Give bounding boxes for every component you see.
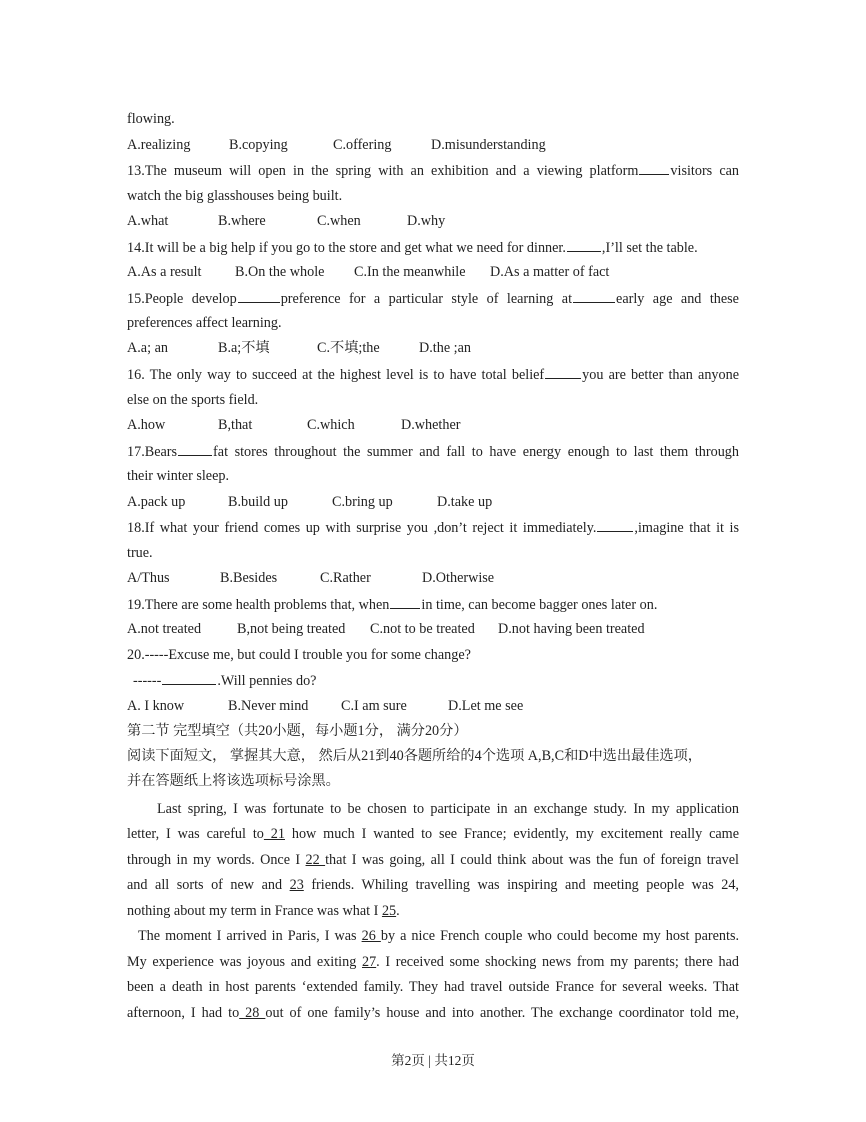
passage-line: been a death in host parents ‘extended family. They had travel outside France for several weeks. That <box>127 979 739 995</box>
answer-blank <box>162 671 216 685</box>
answer-blank <box>567 238 601 252</box>
answer-blank <box>390 595 420 609</box>
q16-option-a: A.how <box>127 417 166 433</box>
passage-line: nothing about my term in France was what I 25. <box>127 903 400 919</box>
q19-option-c: C.not to be treated <box>370 621 475 637</box>
q15-stem-line1: 15.People develop preference for a particular style of learning at early age and these <box>127 291 739 307</box>
q17-options <box>127 493 739 511</box>
q16-stem-line1: 16. The only way to succeed at the highest level is to have total belief you are better than anyone <box>127 367 739 383</box>
q12-option-d: D.misunderstanding <box>431 137 546 153</box>
q13-option-b: B.where <box>218 213 266 229</box>
answer-blank <box>178 442 212 456</box>
q19-option-b: B,not being treated <box>237 621 346 637</box>
q18-option-c: C.Rather <box>320 570 371 586</box>
q13-option-c: C.when <box>317 213 361 229</box>
q17-option-c: C.bring up <box>332 494 393 510</box>
section-instructions-line1: 阅读下面短文， 掌握其大意， 然后从21到40各题所给的4个选项 A,B,C和D中选出最佳选项， <box>127 748 702 764</box>
q16-option-b: B,that <box>218 417 253 433</box>
q15-option-a: A.a; an <box>127 340 168 356</box>
answer-blank <box>545 365 581 379</box>
passage-line: afternoon, I had to 28 out of one family’s house and into another. The exchange coordinator told me, <box>127 1005 740 1021</box>
q12-option-b: B.copying <box>229 137 288 153</box>
q15-options <box>127 339 739 357</box>
blank-number-28: 28 <box>239 1005 266 1021</box>
q18-option-a: A/Thus <box>127 570 170 586</box>
passage-line: My experience was joyous and exiting 27. I received some shocking news from my parents; there had <box>127 954 740 970</box>
q14-options <box>127 263 739 281</box>
q13-stem-line1: 13.The museum will open in the spring with an exhibition and a viewing platform visitors can <box>127 163 740 179</box>
q18-stem-line1: 18.If what your friend comes up with surprise you ,don’t reject it immediately. ,imagine that it is <box>127 520 739 536</box>
q13-stem-line2: watch the big glasshouses being built. <box>127 188 343 204</box>
q16-option-c: C.which <box>307 417 355 433</box>
answer-blank <box>597 518 633 532</box>
q15-option-b: B.a;不填 <box>218 340 270 356</box>
section-instructions-line2: 并在答题纸上将该选项标号涂黑。 <box>127 773 340 789</box>
passage-line: The moment I arrived in Paris, I was 26 by a nice French couple who could become my host parents. <box>138 928 740 944</box>
passage-line: through in my words. Once I 22 that I was going, all I could think about was the fun of foreign travel <box>127 852 739 868</box>
q15-option-d: D.the ;an <box>419 340 472 356</box>
q20-option-c: C.I am sure <box>341 698 407 714</box>
q19-options <box>127 620 739 638</box>
q17-stem-line1: 17.Bears fat stores throughout the summer and fall to have energy enough to last them through <box>127 444 739 460</box>
answer-blank <box>639 161 669 175</box>
q20-option-a: A. I know <box>127 698 185 714</box>
q13-option-d: D.why <box>407 213 446 229</box>
q16-option-d: D.whether <box>401 417 461 433</box>
q13-options <box>127 212 739 230</box>
blank-number-22: 22 <box>305 852 326 868</box>
passage-line: Last spring, I was fortunate to be chosen to participate in an exchange study. In my application <box>157 801 739 817</box>
passage-line: and all sorts of new and 23 friends. Whiling travelling was inspiring and meeting people was 24, <box>127 877 739 893</box>
section-heading: 第二节 完型填空（共20小题，每小题1分， 满分20分） <box>127 723 468 739</box>
q17-option-d: D.take up <box>437 494 493 510</box>
answer-blank <box>238 289 280 303</box>
q14-stem-line1: 14.It will be a big help if you go to the store and get what we need for dinner. ,I’ll set the table. <box>127 240 698 256</box>
q17-stem-line2: their winter sleep. <box>127 468 230 484</box>
q14-option-c: C.In the meanwhile <box>354 264 466 280</box>
blank-number-21: 21 <box>263 826 285 842</box>
q13-option-a: A.what <box>127 213 169 229</box>
q12-options <box>127 136 739 154</box>
q19-option-a: A.not treated <box>127 621 202 637</box>
passage-line: letter, I was careful to 21 how much I wanted to see France; evidently, my excitement really came <box>127 826 739 842</box>
blank-number-27: 27 <box>361 954 377 970</box>
q18-stem-line2: true. <box>127 545 153 561</box>
q20-option-b: B.Never mind <box>228 698 309 714</box>
q19-option-d: D.not having been treated <box>498 621 645 637</box>
q19-stem-line1: 19.There are some health problems that, when in time, can become bagger ones later on. <box>127 597 658 613</box>
q17-option-a: A.pack up <box>127 494 186 510</box>
q14-option-a: A.As a result <box>127 264 202 280</box>
q20-option-d: D.Let me see <box>448 698 524 714</box>
text-line: flowing. <box>127 111 175 127</box>
q20-options <box>127 697 739 715</box>
q14-option-b: B.On the whole <box>235 264 325 280</box>
q20-stem-line1: 20.-----Excuse me, but could I trouble you for some change? <box>127 647 471 663</box>
q12-option-c: C.offering <box>333 137 392 153</box>
q20-stem-line2: ------ .Will pennies do? <box>133 673 317 689</box>
q18-option-d: D.Otherwise <box>422 570 495 586</box>
answer-blank <box>573 289 615 303</box>
q18-option-b: B.Besides <box>220 570 278 586</box>
page-footer: 第2页 | 共12页 <box>391 1053 475 1068</box>
q15-stem-line2: preferences affect learning. <box>127 315 282 331</box>
blank-number-25: 25 <box>381 903 397 919</box>
blank-number-23: 23 <box>289 877 304 893</box>
q16-options <box>127 416 739 434</box>
blank-number-26: 26 <box>361 928 381 944</box>
q14-option-d: D.As a matter of fact <box>490 264 610 280</box>
q18-options <box>127 569 739 587</box>
q15-option-c: C.不填;the <box>317 340 380 356</box>
q17-option-b: B.build up <box>228 494 288 510</box>
q12-option-a: A.realizing <box>127 137 191 153</box>
q16-stem-line2: else on the sports field. <box>127 392 259 408</box>
